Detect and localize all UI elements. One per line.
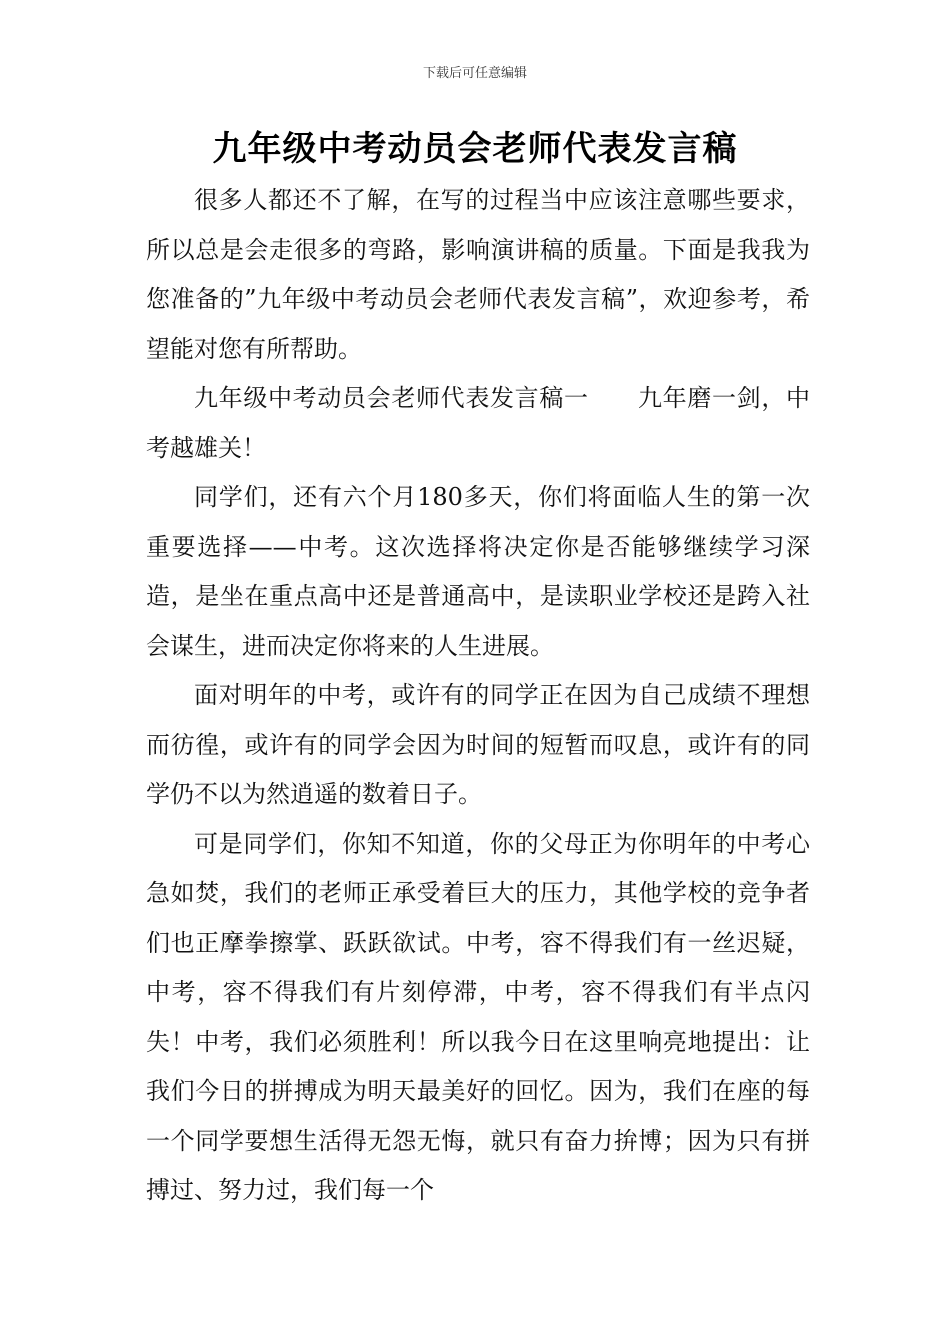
paragraph-section-heading: 九年级中考动员会老师代表发言稿一 九年磨一剑，中考越雄关！ (146, 384, 810, 462)
paragraph-countdown: 同学们，还有六个月180多天，你们将面临人生的第一次重要选择——中考。这次选择将决定你是否能够继续学习深造，是坐在重点高中还是普通高中，是读职业学校还是跨入社会谋生，进而决定你将来的人生进展。 (146, 483, 810, 660)
header-note: 下载后可任意编辑 (422, 66, 527, 81)
document-body (146, 176, 810, 1216)
paragraph-facing-exam: 面对明年的中考，或许有的同学正在因为自己成绩不理想而彷徨，或许有的同学会因为时间的短暂而叹息，或许有的同学仍不以为然逍遥的数着日子。 (146, 681, 810, 808)
document-title: 九年级中考动员会老师代表发言稿 (212, 129, 738, 169)
paragraph-intro: 很多人都还不了解，在写的过程当中应该注意哪些要求，所以总是会走很多的弯路，影响演讲稿的质量。下面是我我为您准备的”九年级中考动员会老师代表发言稿”，欢迎参考，希望能对您有所帮助。 (146, 186, 810, 363)
paragraph-call-to-action: 可是同学们，你知不知道，你的父母正为你明年的中考心急如焚，我们的老师正承受着巨大的压力，其他学校的竞争者们也正摩拳擦掌、跃跃欲试。中考，容不得我们有一丝迟疑，中考，容不得我们有片刻停滞，中考，容不得我们有半点闪失！中考，我们必须胜利！所以我今日在这里响亮地提出：让我们今日的拼搏成为明天最美好的回忆。因为，我们在座的每一个同学要想生活得无怨无悔，就只有奋力拚博；因为只有拼搏过、努力过，我们每一个 (146, 829, 810, 1204)
